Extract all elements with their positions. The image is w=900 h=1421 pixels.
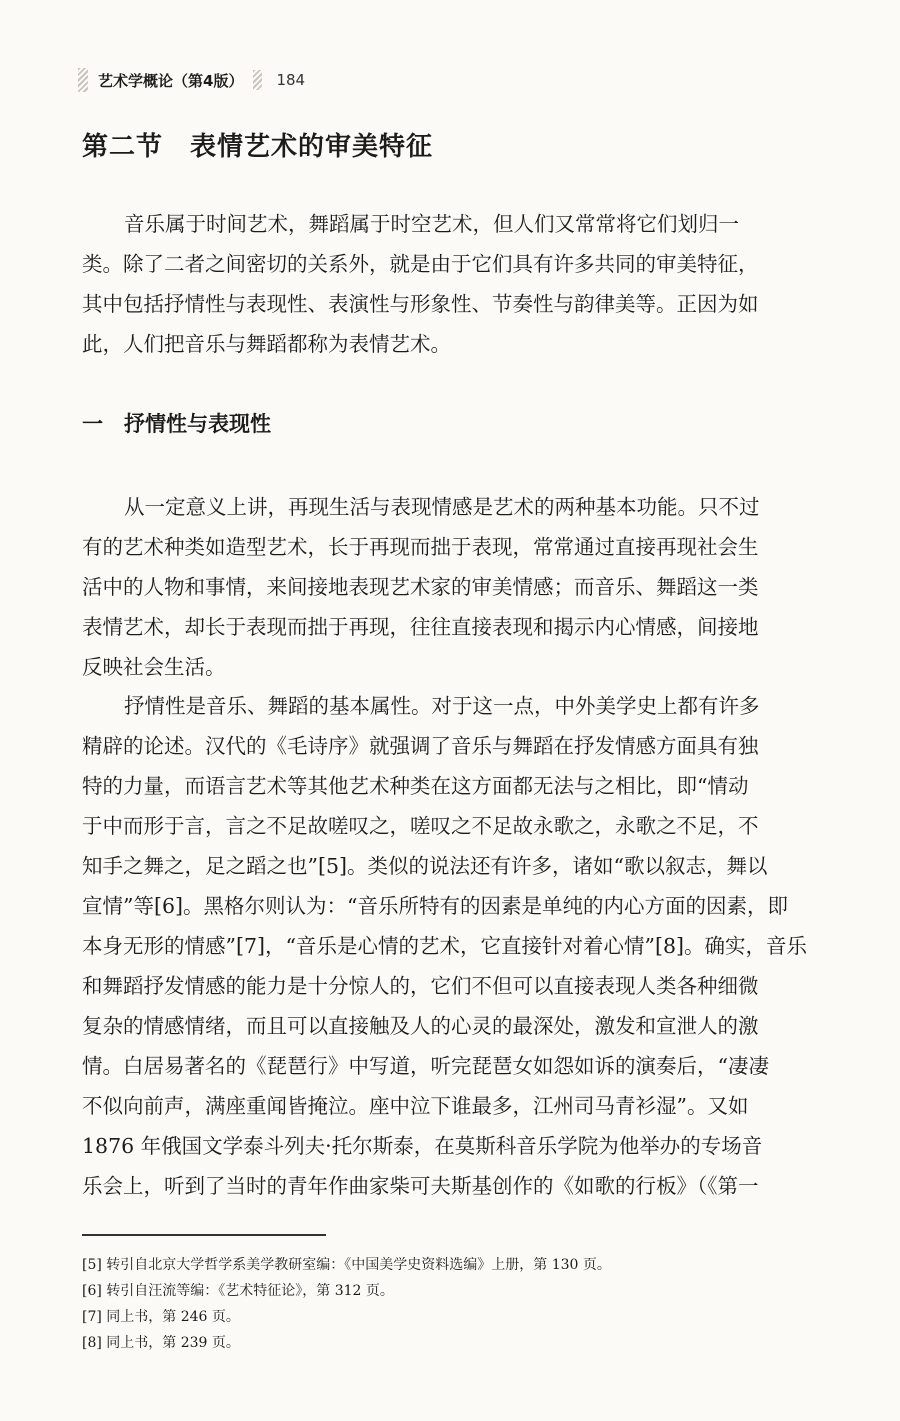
text-line: 反映社会生活。 bbox=[82, 655, 226, 679]
text-line: 知手之舞之，足之蹈之也”[5]。类似的说法还有许多，诸如“歌以叙志，舞以 bbox=[82, 854, 768, 878]
text-line: 精辟的论述。汉代的《毛诗序》就强调了音乐与舞蹈在抒发情感方面具有独 bbox=[82, 734, 759, 758]
text-line: 特的力量，而语言艺术等其他艺术种类在这方面都无法与之相比，即“情动 bbox=[82, 774, 749, 798]
section-title: 第二节 表情艺术的审美特征 bbox=[82, 132, 434, 162]
text-line: 其中包括抒情性与表现性、表演性与形象性、节奏性与韵律美等。正因为如 bbox=[82, 292, 759, 316]
subsection-title: 一 抒情性与表现性 bbox=[82, 412, 271, 436]
text-line: 有的艺术种类如造型艺术，长于再现而拙于表现，常常通过直接再现社会生 bbox=[82, 535, 759, 559]
text-line: 此，人们把音乐与舞蹈都称为表情艺术。 bbox=[82, 332, 451, 356]
paragraph-2 bbox=[82, 686, 810, 1206]
header-hatch-decoration bbox=[253, 70, 262, 90]
text-line: 乐会上，听到了当时的青年作曲家柴可夫斯基创作的《如歌的行板》（《第一 bbox=[82, 1174, 759, 1198]
text-line: 表情艺术，却长于表现而拙于再现，往往直接表现和揭示内心情感，间接地 bbox=[82, 615, 759, 639]
text-line: 情。白居易著名的《琵琶行》中写道，听完琵琶女如怨如诉的演奏后，“凄凄 bbox=[82, 1054, 769, 1078]
footnote-7: [7] 同上书，第 246 页。 bbox=[82, 1309, 240, 1325]
header-hatch-decoration bbox=[78, 68, 88, 92]
text-line: 音乐属于时间艺术，舞蹈属于时空艺术，但人们又常常将它们划归一 bbox=[124, 212, 739, 236]
paragraph-1 bbox=[82, 487, 810, 687]
text-line: 活中的人物和事情，来间接地表现艺术家的审美情感；而音乐、舞蹈这一类 bbox=[82, 575, 759, 599]
footnotes bbox=[82, 1252, 810, 1356]
text-line: 从一定意义上讲，再现生活与表现情感是艺术的两种基本功能。只不过 bbox=[124, 495, 760, 519]
footnote-divider bbox=[82, 1234, 326, 1236]
text-line: 和舞蹈抒发情感的能力是十分惊人的，它们不但可以直接表现人类各种细微 bbox=[82, 974, 759, 998]
footnote-6: [6] 转引自汪流等编：《艺术特征论》，第 312 页。 bbox=[82, 1283, 394, 1299]
book-title: 艺术学概论（第4版） bbox=[98, 71, 244, 90]
footnote-8: [8] 同上书，第 239 页。 bbox=[82, 1335, 240, 1351]
text-line: 抒情性是音乐、舞蹈的基本属性。对于这一点，中外美学史上都有许多 bbox=[124, 694, 760, 718]
text-line: 不似向前声，满座重闻皆掩泣。座中泣下谁最多，江州司马青衫湿”。又如 bbox=[82, 1094, 749, 1118]
intro-paragraph bbox=[82, 204, 810, 364]
footnote-5: [5] 转引自北京大学哲学系美学教研室编：《中国美学史资料选编》上册，第 130 页。 bbox=[82, 1257, 611, 1273]
text-line: 1876 年俄国文学泰斗列夫·托尔斯泰，在莫斯科音乐学院为他举办的专场音 bbox=[82, 1134, 763, 1158]
text-line: 类。除了二者之间密切的关系外，就是由于它们具有许多共同的审美特征， bbox=[82, 252, 759, 276]
text-line: 于中而形于言，言之不足故嗟叹之，嗟叹之不足故永歌之，永歌之不足，不 bbox=[82, 814, 759, 838]
text-line: 复杂的情感情绪，而且可以直接触及人的心灵的最深处，激发和宣泄人的激 bbox=[82, 1014, 759, 1038]
text-line: 本身无形的情感”[7]，“音乐是心情的艺术，它直接针对着心情”[8]。确实，音乐 bbox=[82, 934, 808, 958]
text-line: 宣情”等[6]。黑格尔则认为：“音乐所特有的因素是单纯的内心方面的因素，即 bbox=[82, 894, 788, 918]
running-header bbox=[78, 66, 305, 94]
page-number: 184 bbox=[276, 71, 306, 89]
